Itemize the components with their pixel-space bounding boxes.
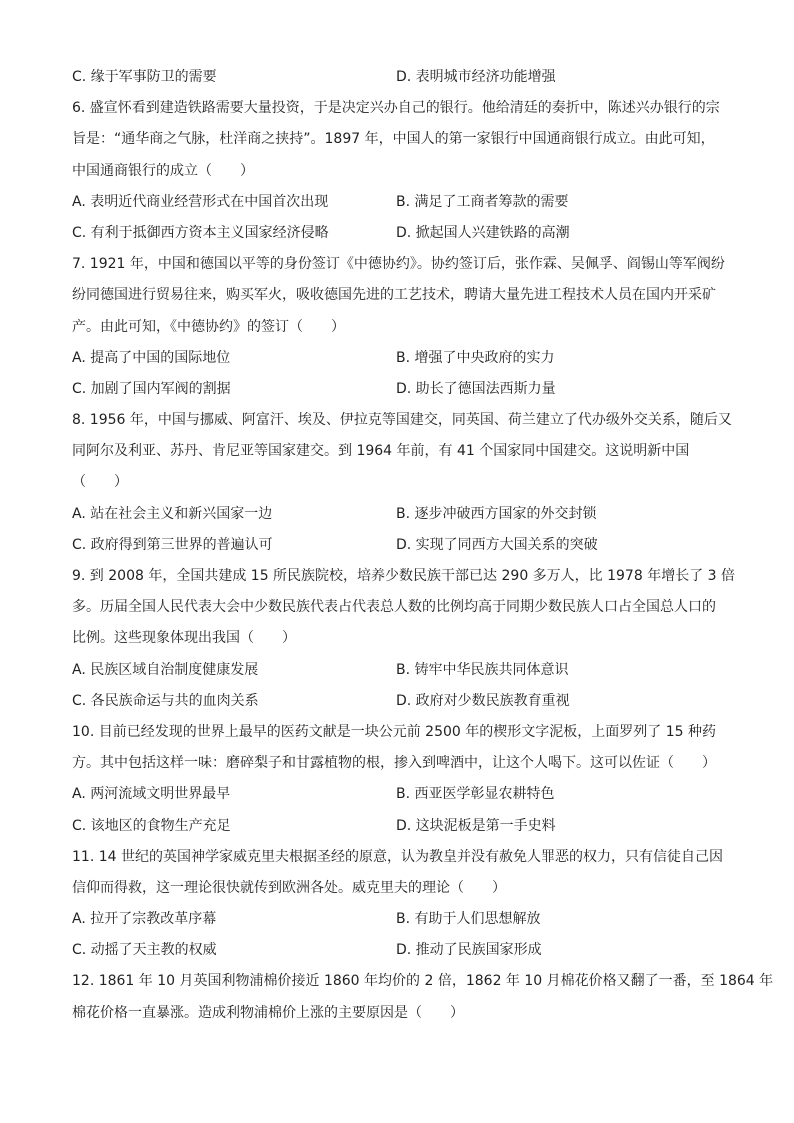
question-stem-line: 多。历届全国人民代表大会中少数民族代表占代表总人数的比例均高于同期少数民族人口占全国总人口的 [72, 599, 716, 616]
option-a[interactable]: A. 民族区域自治制度健康发展 [72, 661, 259, 678]
options-row [72, 343, 722, 374]
option-c[interactable]: C. 该地区的食物生产充足 [72, 817, 231, 834]
question-8 [72, 405, 732, 561]
option-c: C. 缘于军事防卫的需要 [72, 69, 217, 85]
question-stem-line: 旨是：“通华商之气脉，杜洋商之挟持”。1897 年，中国人的第一家银行中国通商银行成立。由此可知， [72, 131, 715, 148]
question-list [72, 93, 774, 1029]
question-stem-line: 11. 14 世纪的英国神学家威克里夫根据圣经的原意，认为教皇并没有赦免人罪恶的权力，只有信徒自己因 [72, 848, 723, 865]
exam-page [72, 62, 774, 1029]
option-c[interactable]: C. 政府得到第三世界的普遍认可 [72, 536, 273, 553]
question-stem-line: 7. 1921 年，中国和德国以平等的身份签订《中德协约》。协约签订后，张作霖、吴佩孚、阎锡山等军阀纷 [72, 256, 725, 273]
question-stem-line: 8. 1956 年，中国与挪威、阿富汗、埃及、伊拉克等国建交，同英国、荷兰建立了代办级外交关系，随后又 [72, 412, 732, 429]
option-d[interactable]: D. 政府对少数民族教育重视 [396, 692, 570, 709]
option-b[interactable]: B. 有助于人们思想解放 [396, 911, 541, 928]
options-row [72, 779, 722, 810]
option-d[interactable]: D. 这块泥板是第一手史料 [396, 817, 556, 834]
question-stem-line: 9. 到 2008 年，全国共建成 15 所民族院校，培养少数民族干部已达 290 多万人，比 1978 年增长了 3 倍 [72, 568, 736, 584]
question-stem-line: 12. 1861 年 10 月英国利物浦棉价接近 1860 年均价的 2 倍，1862 年 10 月棉花价格又翻了一番，至 1864 年 [72, 973, 774, 990]
options-row [72, 655, 722, 686]
question-stem-line: 纷同德国进行贸易往来，购买军火，吸收德国先进的工艺技术，聘请大量先进工程技术人员在国内开采矿 [72, 287, 716, 304]
q5-options-row [72, 62, 722, 93]
question-11 [72, 842, 722, 967]
question-7 [72, 249, 725, 405]
option-b[interactable]: B. 增强了中央政府的实力 [396, 349, 555, 366]
question-stem-line: 中国通商银行的成立（ ） [72, 162, 254, 179]
question-stem-line: 产。由此可知，《中德协约》的签订（ ） [72, 318, 345, 335]
option-b[interactable]: B. 西亚医学彰显农耕特色 [396, 786, 555, 803]
question-stem-line: 6. 盛宣怀看到建造铁路需要大量投资，于是决定兴办自己的银行。他给清廷的奏折中，陈述兴办银行的宗 [72, 100, 720, 117]
options-row [72, 218, 722, 249]
question-stem-line: 同阿尔及利亚、苏丹、肯尼亚等国家建交。到 1964 年前，有 41 个国家同中国建交。这说明新中国 [72, 443, 690, 460]
options-row [72, 187, 722, 218]
option-d[interactable]: D. 助长了德国法西斯力量 [396, 380, 556, 397]
option-a[interactable]: A. 站在社会主义和新兴国家一边 [72, 505, 273, 522]
question-12 [72, 966, 774, 1028]
option-d[interactable]: D. 实现了同西方大国关系的突破 [396, 536, 598, 553]
options-row [72, 686, 722, 717]
question-stem-line: （ ） [72, 474, 128, 491]
question-stem-line: 方。其中包括这样一味：磨碎梨子和甘露植物的根，掺入到啤酒中，让这个人喝下。这可以佐证（ ） [72, 755, 716, 772]
options-row [72, 374, 722, 405]
options-row [72, 935, 722, 966]
question-stem-line: 比例。这些现象体现出我国（ ） [72, 630, 296, 647]
option-d[interactable]: D. 掀起国人兴建铁路的高潮 [396, 224, 570, 241]
question-stem-line: 信仰而得救，这一理论很快就传到欧洲各处。威克里夫的理论（ ） [72, 879, 506, 896]
question-stem-line: 10. 目前已经发现的世界上最早的医药文献是一块公元前 2500 年的楔形文字泥板，上面罗列了 15 种药 [72, 723, 716, 740]
question-10 [72, 717, 722, 842]
question-6 [72, 93, 722, 249]
option-b[interactable]: B. 满足了工商者筹款的需要 [396, 193, 569, 210]
option-a[interactable]: A. 拉开了宗教改革序幕 [72, 911, 217, 928]
question-stem-line: 棉花价格一直暴涨。造成利物浦棉价上涨的主要原因是（ ） [72, 1004, 464, 1021]
option-d[interactable]: D. 推动了民族国家形成 [396, 942, 542, 959]
option-c[interactable]: C. 有利于抵御西方资本主义国家经济侵略 [72, 224, 329, 241]
options-row [72, 530, 722, 561]
option-a[interactable]: A. 两河流域文明世界最早 [72, 786, 231, 803]
option-c[interactable]: C. 加剧了国内军阀的割据 [72, 380, 231, 397]
option-c[interactable]: C. 各民族命运与共的血肉关系 [72, 692, 259, 709]
option-a[interactable]: A. 提高了中国的国际地位 [72, 349, 231, 366]
option-b[interactable]: B. 铸牢中华民族共同体意识 [396, 661, 569, 678]
option-c[interactable]: C. 动摇了天主教的权威 [72, 942, 217, 959]
option-b[interactable]: B. 逐步冲破西方国家的外交封锁 [396, 505, 597, 522]
option-a[interactable]: A. 表明近代商业经营形式在中国首次出现 [72, 193, 329, 210]
options-row [72, 499, 722, 530]
option-d: D. 表明城市经济功能增强 [396, 69, 556, 85]
options-row [72, 904, 722, 935]
options-row [72, 811, 722, 842]
question-9 [72, 561, 736, 717]
